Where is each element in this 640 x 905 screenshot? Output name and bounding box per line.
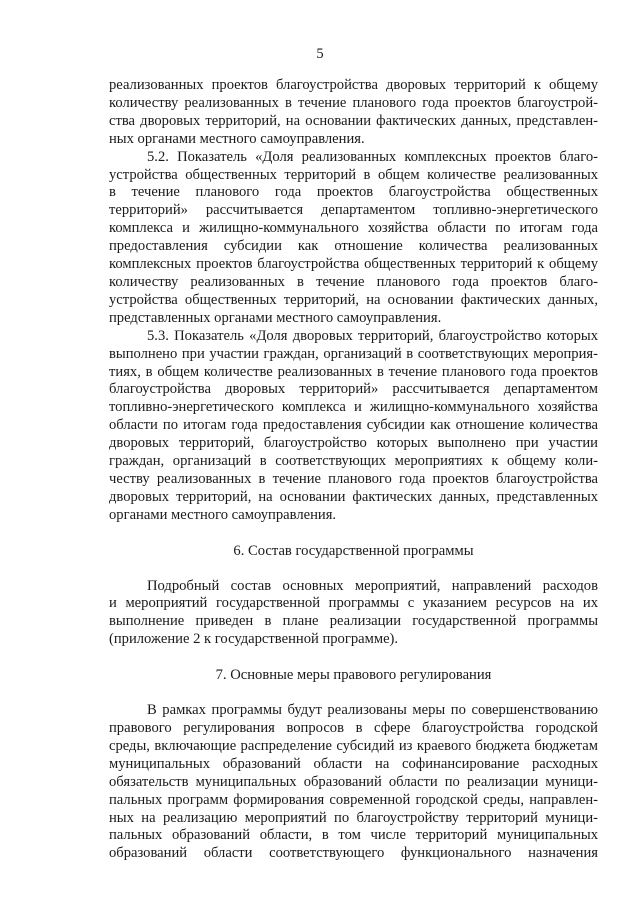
text-line: устройства общественных территорий, на основании фактических данных, [109, 291, 598, 308]
text-line: и мероприятий государственной программы с указанием ресурсов на их [109, 595, 598, 612]
text-line: Подробный состав основных мероприятий, направлений расходов [147, 577, 598, 594]
text-line: в течение планового года проектов благоустройства общественных [109, 184, 598, 201]
text-line: образований области соответствующего функционального назначения [109, 845, 598, 862]
section-7-paragraph [109, 702, 598, 863]
text-line: выполнено при участии граждан, организаций в соответствующих мероприя- [109, 345, 598, 362]
text-line: количеству реализованных в течение планового года проектов благоустрой- [109, 94, 598, 111]
document-body [109, 77, 598, 863]
text-line: территорий» рассчитывается департаментом топливно-энергетического [109, 202, 598, 219]
text-line: граждан, организаций в соответствующих мероприятиях к общему коли- [109, 453, 598, 470]
section-7-heading: 7. Основные меры правового регулирования [215, 667, 492, 684]
text-line: выполнение приведен в плане реализации государственной программы [109, 613, 598, 630]
text-line: пальных образований области, в том числе территорий муниципальных [109, 827, 598, 844]
text-line: органами местного самоуправления. [109, 506, 337, 523]
text-line: 5.3. Показатель «Доля дворовых территорий, благоустройство которых [147, 327, 598, 344]
text-line: пальных программ формирования современной городской среды, направлен- [109, 791, 598, 808]
text-line: среды, включающие распределение субсидий из краевого бюджета бюджетам [109, 737, 598, 754]
text-line: представленных органами местного самоуправления. [109, 309, 442, 326]
section-6-heading: 6. Состав государственной программы [233, 542, 474, 559]
text-line: топливно-энергетического комплекса и жилищно-коммунального хозяйства [109, 399, 598, 416]
text-line: предоставления субсидии как отношение количества реализованных [109, 238, 598, 255]
text-line: количеству реализованных в течение планового года проектов благо- [109, 273, 598, 290]
text-line: 5.2. Показатель «Доля реализованных комплексных проектов благо- [147, 148, 598, 165]
text-line: (приложение 2 к государственной программе). [109, 631, 399, 648]
text-line: обязательств муниципальных образований области по реализации муници- [109, 773, 598, 790]
intro-paragraph [109, 77, 598, 149]
page-number: 5 [316, 46, 324, 62]
section-6-paragraph [109, 578, 598, 650]
text-line: дворовых территорий, на основании фактических данных, представленных [109, 488, 598, 505]
text-line: комплексных проектов благоустройства общественных территорий к общему [109, 256, 598, 273]
text-line: благоустройства дворовых территорий» рассчитывается департаментом [109, 381, 598, 398]
paragraph-5-3 [109, 328, 598, 525]
text-line: честву реализованных в течение планового года проектов благоустройства [109, 470, 598, 487]
text-line: дворовых территорий, благоустройство которых выполнено при участии [109, 435, 598, 452]
text-line: В рамках программы будут реализованы меры по совершенствованию [147, 702, 598, 719]
text-line: ных органами местного самоуправления. [109, 130, 365, 147]
text-line: устройства общественных территорий в общем количестве реализованных [109, 166, 598, 183]
text-line: ных на реализацию мероприятий по благоустройству территорий муници- [109, 809, 598, 826]
text-line: правового регулирования вопросов в сфере благоустройства городской [109, 720, 598, 736]
text-line: комплекса и жилищно-коммунального хозяйства области по итогам года [109, 220, 598, 237]
text-line: ства дворовых территорий, на основании фактических данных, представлен- [109, 112, 598, 129]
paragraph-5-2 [109, 149, 598, 328]
text-line: области по итогам года предоставления субсидии как отношение количества [109, 417, 598, 434]
text-line: реализованных проектов благоустройства дворовых территорий к общему [109, 77, 598, 93]
text-line: тиях, в общем количестве реализованных в течение планового года проектов [109, 363, 598, 380]
text-line: муниципальных образований области на софинансирование расходных [109, 755, 598, 772]
